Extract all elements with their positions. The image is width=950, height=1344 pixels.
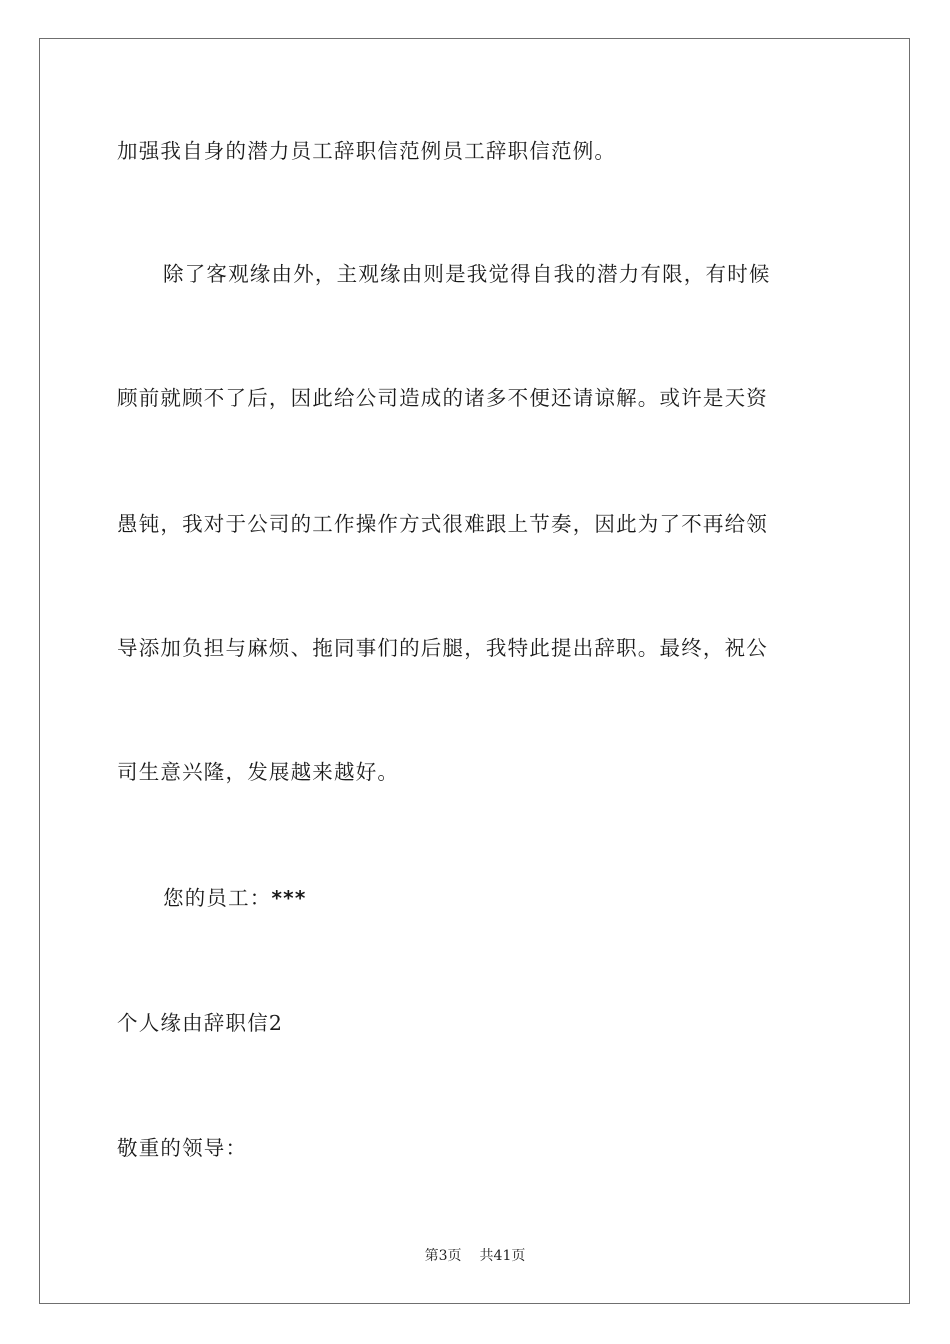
page-footer: [0, 1247, 950, 1265]
body-line-1: 加强我自身的潜力员工辞职信范例员工辞职信范例。: [117, 139, 617, 163]
page-border: [39, 38, 910, 1304]
body-line-2: 除了客观缘由外，主观缘由则是我觉得自我的潜力有限，有时候: [163, 262, 771, 286]
body-line-4: 愚钝，我对于公司的工作操作方式很难跟上节奏，因此为了不再给领: [117, 512, 768, 536]
salutation: 敬重的领导：: [117, 1136, 248, 1160]
section-title: 个人缘由辞职信2: [117, 1011, 284, 1035]
page-number: 第3页: [424, 1248, 462, 1264]
body-line-5: 导添加负担与麻烦、拖同事们的后腿，我特此提出辞职。最终，祝公: [117, 636, 768, 660]
body-line-3: 顾前就顾不了后，因此给公司造成的诸多不便还请谅解。或许是天资: [117, 386, 768, 410]
signature-name: ***: [271, 886, 307, 910]
signature-label: 您的员工：: [163, 886, 272, 910]
signature-line: [163, 884, 833, 912]
page-total: 共41页: [479, 1248, 526, 1264]
body-line-6: 司生意兴隆，发展越来越好。: [117, 760, 400, 784]
